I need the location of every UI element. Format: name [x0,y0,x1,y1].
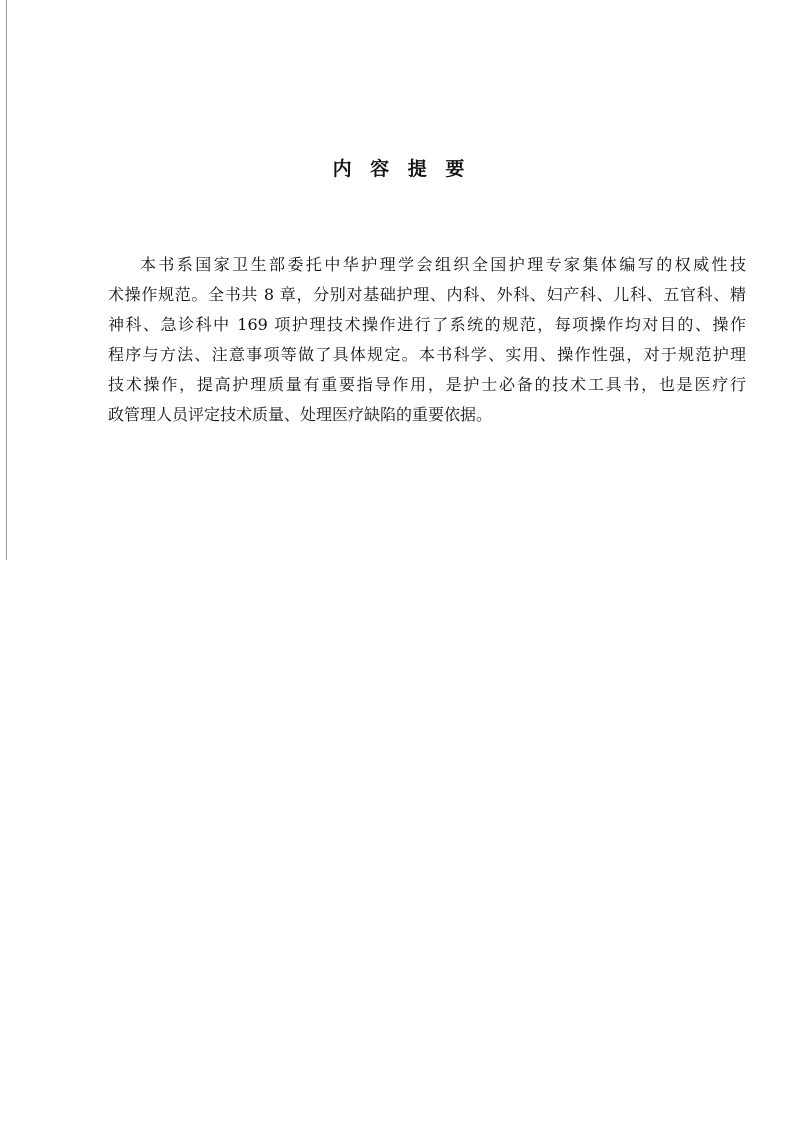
paragraph-line: 技术操作，提高护理质量有重要指导作用，是护士必备的技术工具书，也是医疗行 [108,375,746,394]
page-title: 内 容 提 要 [332,158,471,180]
summary-paragraph [108,250,746,430]
paragraph-line: 政管理人员评定技术质量、处理医疗缺陷的重要依据。 [108,405,493,424]
paragraph-line: 本书系国家卫生部委托中华护理学会组织全国护理专家集体编写的权威性技 [140,255,746,274]
paragraph-line: 神科、急诊科中 169 项护理技术操作进行了系统的规范，每项操作均对目的、操作 [108,315,746,334]
paragraph-line: 术操作规范。全书共 8 章，分别对基础护理、内科、外科、妇产科、儿科、五官科、精 [108,285,746,304]
page-edge-line [6,0,7,560]
paragraph-line: 程序与方法、注意事项等做了具体规定。本书科学、实用、操作性强，对于规范护理 [108,345,746,364]
